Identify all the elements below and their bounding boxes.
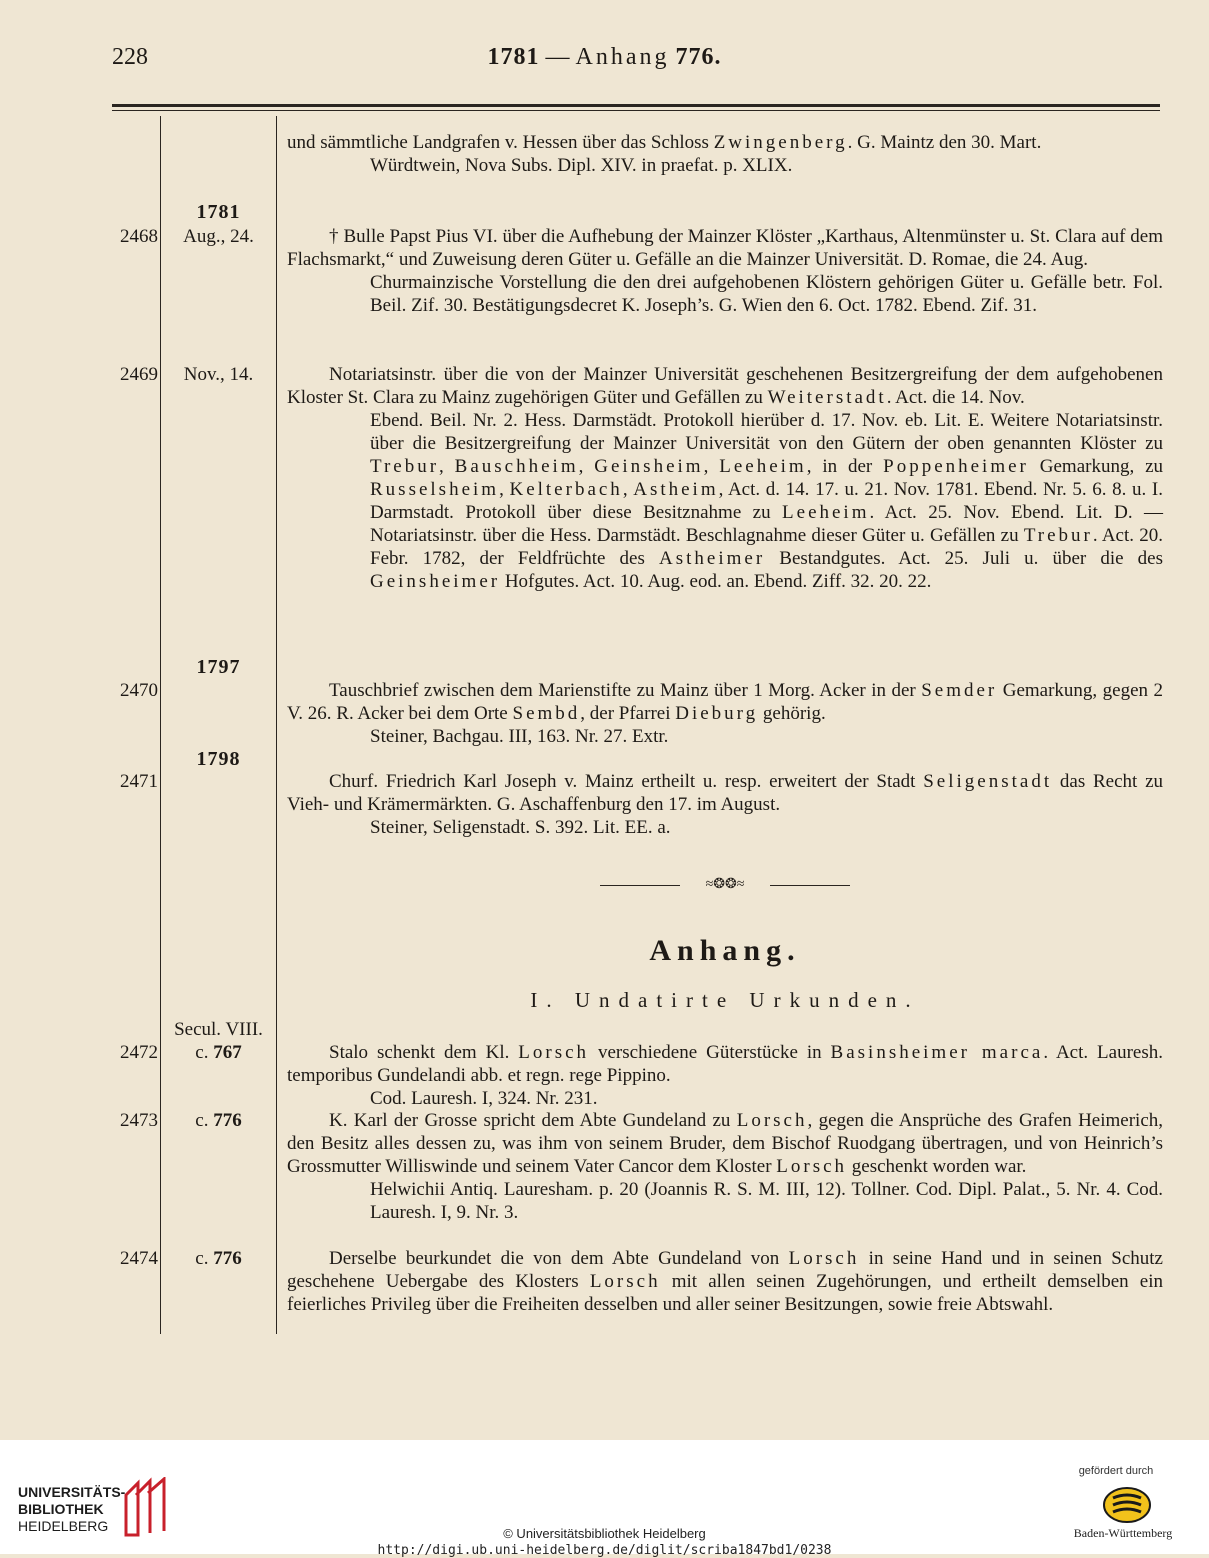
entry-text: Tauschbrief zwischen dem Marienstifte zu Mainz über 1 Morg. Acker in der Semder Gemarkung, gegen 2 V. 26. R. Acker bei dem Orte Sembd, der Pfarrei Dieburg gehörig. [287,680,1164,724]
entry-2473 [287,1109,1163,1224]
year-heading-1781: 1781 [196,201,241,223]
entry-reference: Helwichii Antiq. Lauresham. p. 20 (Joannis R. S. M. III, 12). Tollner. Cod. Dipl. Palat., 5. Nr. 4. Cod. Lauresh. I, 9. Nr. 3. [370,1179,1163,1223]
funded-by-label: gefördert durch [1078,1465,1154,1477]
entry-date-2474: c. 776 [195,1248,242,1269]
entry-text: Notariatsinstr. über die von der Mainzer Universität geschehenen Besitzergreifung der dem aufgehobenen Kloster St. Clara zu Mainz zugehörigen Güter und Gefällen zu Weiterstadt. Act. die 14. Nov. [287,364,1163,408]
running-head [0,44,1209,71]
entry-number-2472: 2472 [120,1042,158,1063]
entry-2470 [287,679,1163,748]
header-rule-thick [112,104,1160,107]
entry-date-2469: Nov., 14. [183,364,254,385]
library-logo-line1: UNIVERSITÄTS- [18,1484,126,1500]
entry-2474 [287,1247,1163,1316]
entry-date-2468: Aug., 24. [183,226,254,247]
ornament-divider [600,876,850,896]
entry-number-2473: 2473 [120,1110,158,1131]
entry-reference: Churmainzische Vorstellung die den drei aufgehobenen Klöstern gehörigen Güter u. Gefälle betr. Fol. Beil. Zif. 30. Bestätigungsdecret K. Joseph’s. G. Wien den 6. Oct. 1782. Ebend. Zif. 31. [370,272,1163,316]
entry-text: † Bulle Papst Pius VI. über die Aufhebung der Mainzer Klöster „Karthaus, Altenmünster u. St. Clara auf dem Flachsmarkt,“ und Zuweisung deren Güter u. Gefälle an die Mainzer Universität. D. Romae, die 24. Aug. [287,226,1163,270]
entry-2472 [287,1041,1163,1110]
entry-text: Churf. Friedrich Karl Joseph v. Mainz ertheilt u. resp. erweitert der Stadt Seligenstadt das Recht zu Vieh- und Krämermärkten. G. Aschaffenburg den 17. im August. [287,771,1163,815]
entry-reference: Steiner, Bachgau. III, 163. Nr. 27. Extr. [370,726,669,747]
running-head-anhang: Anhang [575,44,670,70]
running-head-dash: — [545,44,570,70]
page-number: 228 [112,44,148,70]
entry-reference: Würdtwein, Nova Subs. Dipl. XIV. in praefat. p. XLIX. [370,155,793,176]
entry-number-2469: 2469 [120,364,158,385]
entry-2471 [287,770,1163,839]
year-heading-1797: 1797 [196,656,241,678]
section-title: Anhang. [649,934,801,967]
entry-reference: Ebend. Beil. Nr. 2. Hess. Darmstädt. Protokoll hierüber d. 17. Nov. eb. Lit. E. Weitere Notariatsinstr. über die Besitzergreifung der Mainzer Universität von den Gütern der oben genannten Klöster zu Trebur, Bauschheim, Geinsheim, Leeheim, in der Poppenheimer Gemarkung, zu Russelsheim, Kelterbach, Astheim, Act. d. 14. 17. u. 21. Nov. 1781. Ebend. Nr. 5. 6. 8. u. I. Darmstadt. Protokoll über diese Besitznahme zu Leeheim. Act. 25. Nov. Ebend. Lit. D. — Notariatsinstr. über die Hess. Darmstädt. Beschlagnahme dieser Güter u. Gefällen zu Trebur. Act. 20. Febr. 1782, der Feldfrüchte des Astheimer Bestandgutes. Act. 25. Juli u. über die des Geinsheimer Hofgutes. Act. 10. Aug. eod. an. Ebend. Ziff. 32. 20. 22. [370,410,1164,592]
section-subtitle: I. Undatirte Urkunden. [530,988,920,1012]
column-divider-left [160,116,161,1334]
entry-number-2468: 2468 [120,226,158,247]
footer-bar [0,1440,1209,1558]
header-rule-thin [112,110,1160,111]
permalink-url[interactable]: http://digi.ub.uni-heidelberg.de/diglit/scriba1847bd1/0238 [377,1543,832,1558]
library-logo-line2: BIBLIOTHEK [18,1501,104,1517]
entry-continuation: und sämmtliche Landgrafen v. Hessen über das Schloss Zwingenberg. G. Maintz den 30. Mart. Würdtwein, Nova Subs. Dipl. XIV. in praefat. p. XLIX. [287,131,1163,177]
entry-number-2471: 2471 [120,771,158,792]
entry-number-2474: 2474 [120,1248,158,1269]
entry-2469 [287,363,1163,593]
entry-reference: Steiner, Seligenstadt. S. 392. Lit. EE. a. [370,817,671,838]
entry-reference: Cod. Lauresh. I, 324. Nr. 231. [370,1088,598,1109]
library-logo-line3: HEIDELBERG [18,1518,109,1534]
entry-date-2473: c. 776 [195,1110,242,1131]
running-head-year: 1781 [487,44,540,70]
column-divider-right [276,116,277,1334]
running-head-number: 776. [675,44,722,70]
entry-date-2472: c. 767 [195,1042,242,1063]
entry-text: Stalo schenkt dem Kl. Lorsch verschiedene Güterstücke in Basinsheimer marca. Act. Lauresh. temporibus Gundelandi abb. et regn. rege Pippino. [287,1042,1164,1086]
entry-text: K. Karl der Grosse spricht dem Abte Gundeland zu Lorsch, gegen die Ansprüche des Grafen Heimerich, den Besitz alles dessen zu, was ihm von seinem Bruder, dem Bischof Ruodgang übertragen, und von Heinrich’s Grossmutter Williswinde und seinem Vater Cancor dem Kloster Lorsch geschenkt worden war. [287,1110,1163,1177]
funder-name: Baden-Württemberg [1073,1526,1173,1540]
entry-text: Derselbe beurkundet die von dem Abte Gundeland von Lorsch in seine Hand und in seinen Schutz geschehene Uebergabe des Klosters Lorsch mit allen seinen Zugehörungen, und ertheilt demselben ein feierliches Privileg über die Freiheiten desselben und aller seiner Besitzungen, sowie freie Abtswahl. [287,1248,1164,1315]
ornament-flourish-icon: ≈❂❂≈ [680,876,770,893]
entry-number-2470: 2470 [120,680,158,701]
year-heading-1798: 1798 [196,748,241,770]
entry-2468 [287,225,1163,317]
copyright-notice: © Universitätsbibliothek Heidelberg [503,1526,706,1541]
baden-wuerttemberg-crest-icon [1102,1486,1152,1524]
secul-label: Secul. VIII. [174,1019,263,1040]
